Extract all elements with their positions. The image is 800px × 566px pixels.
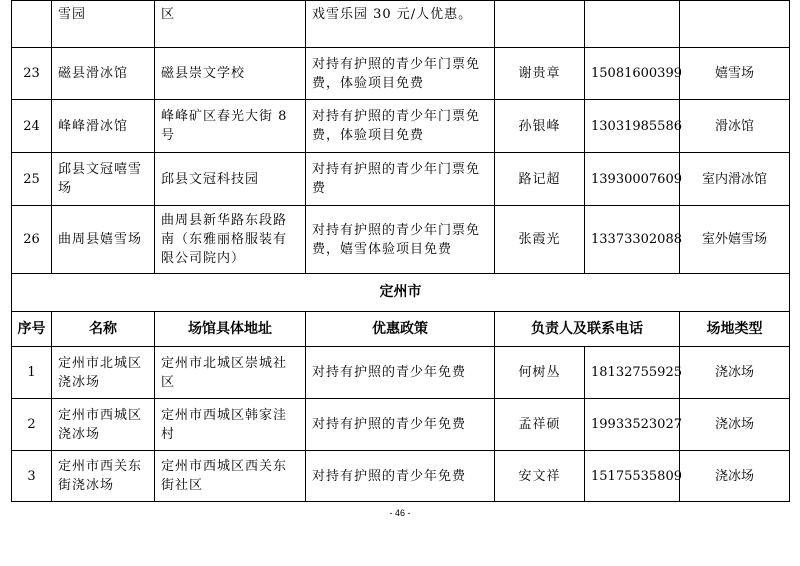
table-row [12, 153, 790, 206]
table-row [12, 347, 790, 399]
contact-phone: 13930007609 [585, 153, 680, 206]
contact-phone: 13373302088 [585, 206, 680, 274]
contact-person: 路记超 [495, 153, 585, 206]
table-row [12, 1, 790, 48]
venue-policy: 对持有护照的青少年免费 [306, 347, 495, 399]
header-type: 场地类型 [680, 312, 790, 347]
venue-policy: 对持有护照的青少年免费 [306, 451, 495, 502]
venue-type: 浇冰场 [680, 347, 790, 399]
venue-name: 磁县滑冰馆 [52, 48, 155, 100]
venue-type: 嬉雪场 [680, 48, 790, 100]
venue-type: 浇冰场 [680, 451, 790, 502]
venue-policy: 对持有护照的青少年免费 [306, 399, 495, 451]
contact-person: 安文祥 [495, 451, 585, 502]
venue-type: 室外嬉雪场 [680, 206, 790, 274]
header-index: 序号 [12, 312, 52, 347]
contact-phone: 19933523027 [585, 399, 680, 451]
row-index: 24 [12, 100, 52, 153]
venue-name: 定州市北城区浇冰场 [52, 347, 155, 399]
venue-type: 浇冰场 [680, 399, 790, 451]
venue-type: 滑冰馆 [680, 100, 790, 153]
row-index: 25 [12, 153, 52, 206]
header-policy: 优惠政策 [306, 312, 495, 347]
venue-name: 定州市西城区浇冰场 [52, 399, 155, 451]
contact-person: 何树丛 [495, 347, 585, 399]
table-row [12, 48, 790, 100]
contact-phone: 13031985586 [585, 100, 680, 153]
row-index: 26 [12, 206, 52, 274]
row-index: 23 [12, 48, 52, 100]
contact-phone: 18132755925 [585, 347, 680, 399]
venue-policy: 对持有护照的青少年门票免费，体验项目免费 [306, 48, 495, 100]
venue-address: 定州市西城区韩家洼村 [155, 399, 306, 451]
header-contact: 负责人及联系电话 [495, 312, 680, 347]
venue-address: 曲周县新华路东段路南（东雅丽格服装有限公司院内） [155, 206, 306, 274]
venue-address: 定州市北城区崇城社区 [155, 347, 306, 399]
header-name: 名称 [52, 312, 155, 347]
venue-address: 峰峰矿区春光大街 8 号 [155, 100, 306, 153]
venue-address: 磁县崇文学校 [155, 48, 306, 100]
venue-name: 邱县文冠嘻雪场 [52, 153, 155, 206]
region-title: 定州市 [12, 274, 790, 312]
venue-policy: 对持有护照的青少年门票免费 [306, 153, 495, 206]
venue-name: 雪园 [52, 1, 155, 48]
venue-address: 区 [155, 1, 306, 48]
venue-policy: 对持有护照的青少年门票免费，嬉雪体验项目免费 [306, 206, 495, 274]
venue-name: 曲周县嬉雪场 [52, 206, 155, 274]
contact-phone: 15081600399 [585, 48, 680, 100]
contact-person: 谢贵章 [495, 48, 585, 100]
table-row [12, 100, 790, 153]
contact-phone [585, 1, 680, 48]
venue-address: 邱县文冠科技园 [155, 153, 306, 206]
contact-person: 孟祥硕 [495, 399, 585, 451]
venue-name: 峰峰滑冰馆 [52, 100, 155, 153]
contact-phone: 15175535809 [585, 451, 680, 502]
header-address: 场馆具体地址 [155, 312, 306, 347]
header-row [12, 312, 790, 347]
venue-type [680, 1, 790, 48]
row-index: 3 [12, 451, 52, 502]
table-row [12, 206, 790, 274]
contact-person: 张霞光 [495, 206, 585, 274]
venue-address: 定州市西城区西关东街社区 [155, 451, 306, 502]
row-index: 1 [12, 347, 52, 399]
venue-policy: 对持有护照的青少年门票免费，体验项目免费 [306, 100, 495, 153]
table-row [12, 399, 790, 451]
contact-person [495, 1, 585, 48]
page-number: - 46 - [389, 508, 411, 518]
venue-name: 定州市西关东街浇冰场 [52, 451, 155, 502]
table-row [12, 451, 790, 502]
venue-policy: 戏雪乐园 30 元/人优惠。 [306, 1, 495, 48]
venue-table [11, 0, 790, 502]
venue-type: 室内滑冰馆 [680, 153, 790, 206]
row-index [12, 1, 52, 48]
contact-person: 孙银峰 [495, 100, 585, 153]
row-index: 2 [12, 399, 52, 451]
region-row [12, 274, 790, 312]
